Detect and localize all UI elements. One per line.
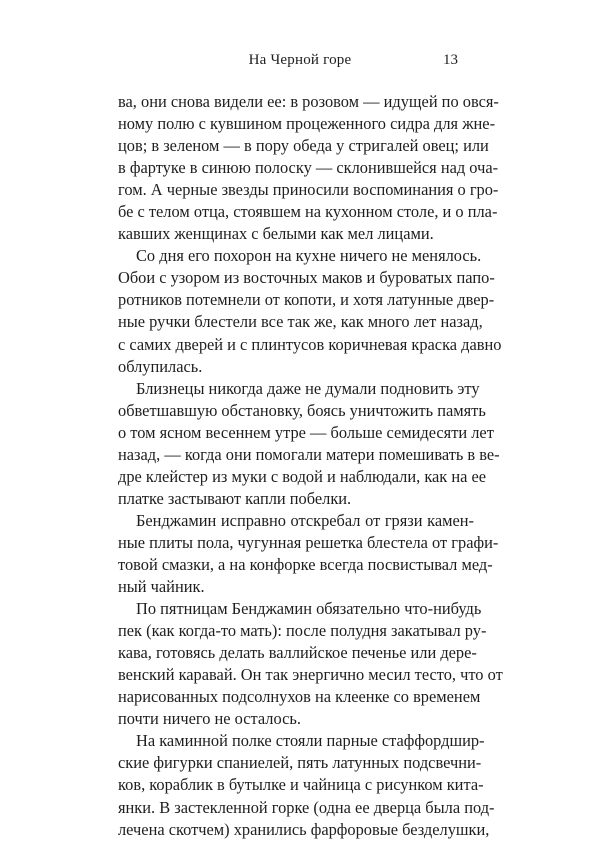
paragraph: [118, 378, 500, 510]
text-line: Бенджамин исправно отскребал от грязи камен-: [136, 510, 474, 530]
paragraph: [118, 598, 503, 730]
text-line: Со дня его похорон на кухне ничего не менялось.: [136, 246, 482, 266]
text-line: бе с телом отца, стоявшем на кухонном столе, и о пла-: [118, 202, 498, 222]
text-line: с самих дверей и с плинтусов коричневая краска давно: [118, 334, 502, 354]
text-line: ротников потемнели от копоти, и хотя латунные двер-: [118, 290, 495, 310]
paragraph: [118, 510, 499, 598]
text-line: почти ничего не осталось.: [118, 709, 301, 729]
paragraph: [118, 730, 495, 840]
text-line: ный чайник.: [118, 577, 205, 597]
text-line: дре клейстер из муки с водой и наблюдали, как на ее: [118, 466, 487, 486]
text-line: гом. А черные звезды приносили воспоминания о гро-: [118, 180, 499, 200]
text-line: венский каравай. Он так энергично месил тесто, что от: [118, 665, 503, 685]
text-line: облупилась.: [118, 356, 203, 376]
text-line: пек (как когда-то мать): после полудня закатывал ру-: [118, 621, 487, 641]
text-line: кавших женщинах с белыми как мел лицами.: [118, 224, 434, 244]
text-line: лечена скотчем) хранились фарфоровые безделушки,: [118, 819, 490, 839]
text-line: обветшавшую обстановку, боясь уничтожить память: [118, 400, 486, 420]
page-number: 13: [443, 52, 458, 68]
running-head-title: На Черной горе: [248, 52, 352, 68]
running-head: [0, 50, 600, 70]
paragraph: [118, 245, 502, 377]
text-line: янки. В застекленной горке (одна ее дверца была под-: [118, 797, 495, 817]
text-line: Близнецы никогда даже не думали подновить эту: [136, 378, 480, 398]
paragraph: [118, 91, 499, 245]
text-line: о том ясном весеннем утре — больше семидесяти лет: [118, 422, 494, 442]
text-line: цов; в зеленом — в пору обеда у стригалей овец; или: [118, 136, 489, 156]
text-line: назад, — когда они помогали матери помешивать в ве-: [118, 444, 500, 464]
text-line: ков, кораблик в бутылке и чайница с рисунком кита-: [118, 775, 484, 795]
text-line: кава, готовясь делать валлийское печенье или дере-: [118, 643, 477, 663]
text-line: ному полю с кувшином процеженного сидра для жне-: [118, 114, 496, 134]
text-line: Обои с узором из восточных маков и буроватых папо-: [118, 268, 495, 288]
text-line: ские фигурки спаниелей, пять латунных подсвечни-: [118, 753, 482, 773]
text-line: в фартуке в синюю полоску — склонившейся над оча-: [118, 158, 499, 178]
text-line: нарисованных подсолнухов на клеенке со временем: [118, 687, 481, 707]
text-line: По пятницам Бенджамин обязательно что-нибудь: [136, 599, 482, 619]
text-line: ва, они снова видели ее: в розовом — идущей по овся-: [118, 92, 499, 111]
text-line: ные ручки блестели все так же, как много лет назад,: [118, 312, 483, 332]
text-line: товой смазки, а на конфорке всегда посвистывал мед-: [118, 554, 493, 574]
text-line: ные плиты пола, чугунная решетка блестела от графи-: [118, 532, 499, 552]
text-line: платке застывают капли побелки.: [118, 488, 352, 508]
body-text: [118, 91, 503, 841]
text-line: На каминной полке стояли парные стаффордшир-: [136, 731, 485, 751]
